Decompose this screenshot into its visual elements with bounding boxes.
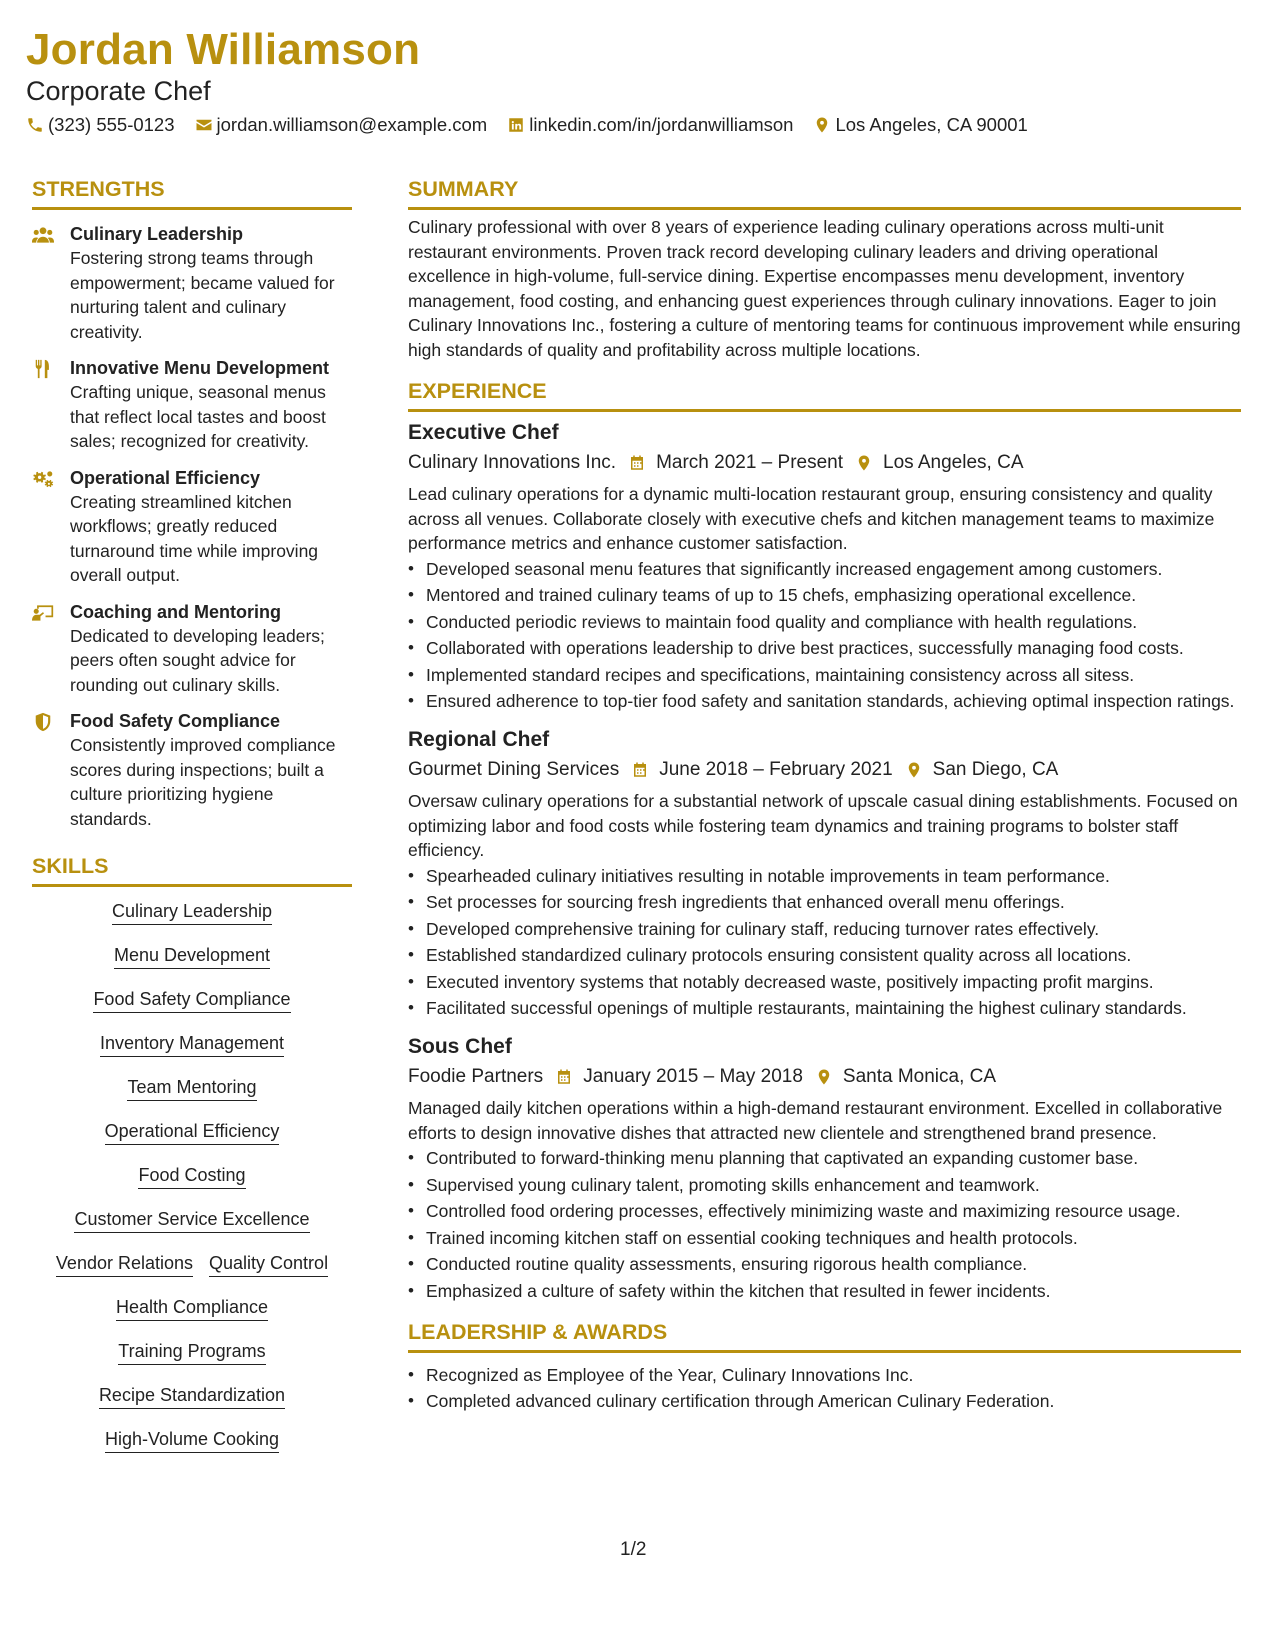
utensils-icon <box>32 359 54 379</box>
calendar-icon <box>628 454 646 472</box>
linkedin-icon <box>507 116 525 134</box>
contact-location: Los Angeles, CA 90001 <box>813 113 1027 137</box>
skill-tag: Food Safety Compliance <box>93 987 290 1013</box>
job-meta <box>408 449 1241 477</box>
job-bullet: • Set processes for sourcing fresh ingredients that enhanced overall menu offerings. <box>408 890 1241 914</box>
skill-tag: Menu Development <box>114 943 270 969</box>
skill-tag: Quality Control <box>209 1251 328 1277</box>
map-pin-icon <box>815 1068 833 1086</box>
skill-tag: Culinary Leadership <box>112 899 272 925</box>
job-bullet: • Developed seasonal menu features that significantly increased engagement among customers. <box>408 557 1241 581</box>
skill-tag: Training Programs <box>118 1339 265 1365</box>
awards-list <box>408 1363 1241 1414</box>
shield-icon <box>32 712 54 732</box>
awards-heading: LEADERSHIP & AWARDS <box>408 1317 1241 1353</box>
job-bullet: • Emphasized a culture of safety within the kitchen that resulted in fewer incidents. <box>408 1279 1241 1303</box>
job-company: Culinary Innovations Inc. <box>408 452 617 473</box>
contact-bar <box>26 113 1048 137</box>
skill-tag: Vendor Relations <box>56 1251 193 1277</box>
job-bullet: • Implemented standard recipes and specifications, maintaining consistency across all sitess. <box>408 663 1241 687</box>
skill-tag: Operational Efficiency <box>105 1119 280 1145</box>
job-bullet: • Collaborated with operations leadership to drive best practices, successfully managing food costs. <box>408 636 1241 660</box>
strength-item: Culinary Leadership Fostering strong teams through empowerment; became valued for nurturing talent and culinary creativity. <box>32 222 352 344</box>
job-location: Los Angeles, CA <box>883 452 1024 473</box>
skill-tag: High-Volume Cooking <box>105 1427 279 1453</box>
award-item: • Completed advanced culinary certification through American Culinary Federation. <box>408 1389 1241 1413</box>
envelope-icon <box>195 116 213 134</box>
job-entry <box>408 725 1241 1020</box>
job-bullet: • Facilitated successful openings of multiple restaurants, maintaining the highest culinary standards. <box>408 996 1241 1020</box>
job-bullet: • Spearheaded culinary initiatives resulting in notable improvements in team performance. <box>408 864 1241 888</box>
job-bullets <box>408 557 1241 714</box>
strength-item: Coaching and Mentoring Dedicated to developing leaders; peers often sought advice for rounding out culinary skills. <box>32 600 352 698</box>
job-location: Santa Monica, CA <box>842 1066 997 1087</box>
users-icon <box>32 225 54 245</box>
job-bullet: • Established standardized culinary protocols ensuring consistent quality across all locations. <box>408 943 1241 967</box>
job-dates: June 2018 – February 2021 <box>659 759 893 780</box>
job-description: Lead culinary operations for a dynamic multi-location restaurant group, ensuring consistency and quality across all venues. Collaborate closely with executive chefs and kitchen management teams to maximize performance metrics and enhance customer satisfaction. <box>408 484 1215 553</box>
gears-icon <box>32 469 54 489</box>
calendar-icon <box>555 1068 573 1086</box>
page-number: 1/2 <box>620 1539 647 1560</box>
job-bullet: • Trained incoming kitchen staff on essential cooking techniques and health protocols. <box>408 1226 1241 1250</box>
job-bullets <box>408 1146 1241 1303</box>
skill-tag: Food Costing <box>138 1163 245 1189</box>
job-bullet: • Mentored and trained culinary teams of up to 15 chefs, emphasizing operational excellence. <box>408 583 1241 607</box>
map-pin-icon <box>905 761 923 779</box>
job-description: Managed daily kitchen operations within a high-demand restaurant environment. Excelled in collaborative efforts to design innovative dishes that attracted new clientele and strengthened brand presence. <box>408 1098 1223 1143</box>
right-column <box>408 174 1241 1416</box>
job-bullet: • Conducted routine quality assessments, ensuring rigorous health compliance. <box>408 1252 1241 1276</box>
job-bullet: • Ensured adherence to top-tier food safety and sanitation standards, achieving optimal inspection ratings. <box>408 689 1241 713</box>
summary-text: Culinary professional with over 8 years of experience leading culinary operations across multi-unit restaurant environments. Proven track record developing culinary leaders and driving operational excellence in high-volume, full-service dining. Expertise encompasses menu development, inventory management, food costing, and enhancing guest experiences through culinary innovations. Eager to join Culinary Innovations Inc., fostering a culture of mentoring teams for continuous improvement while ensuring high standards of quality and profitability across multiple locations. <box>408 217 1241 360</box>
skills-list <box>32 899 352 1471</box>
candidate-name: Jordan Williamson <box>26 25 421 74</box>
job-dates: March 2021 – Present <box>656 452 844 473</box>
job-role: Sous Chef <box>408 1035 512 1058</box>
job-meta <box>408 1063 1241 1091</box>
strength-item: Operational Efficiency Creating streamlined kitchen workflows; greatly reduced turnaround time while improving overall output. <box>32 466 352 588</box>
map-pin-icon <box>813 116 831 134</box>
job-bullet: • Contributed to forward-thinking menu planning that captivated an expanding customer base. <box>408 1146 1241 1170</box>
job-bullet: • Conducted periodic reviews to maintain food quality and compliance with health regulations. <box>408 610 1241 634</box>
strength-item: Innovative Menu Development Crafting unique, seasonal menus that reflect local tastes and boost sales; recognized for creativity. <box>32 356 352 454</box>
job-entry <box>408 418 1241 713</box>
experience-heading: EXPERIENCE <box>408 376 1241 412</box>
strength-item: Food Safety Compliance Consistently improved compliance scores during inspections; built a culture prioritizing hygiene standards. <box>32 709 352 831</box>
contact-email[interactable]: jordan.williamson@example.com <box>195 113 488 137</box>
job-bullet: • Controlled food ordering processes, effectively minimizing waste and maximizing resource usage. <box>408 1199 1241 1223</box>
candidate-title: Corporate Chef <box>26 76 211 106</box>
job-dates: January 2015 – May 2018 <box>583 1066 803 1087</box>
phone-icon <box>26 116 44 134</box>
job-entry <box>408 1032 1241 1303</box>
calendar-icon <box>631 761 649 779</box>
job-location: San Diego, CA <box>932 759 1059 780</box>
left-column <box>32 174 352 1471</box>
skill-tag: Health Compliance <box>116 1295 268 1321</box>
job-company: Foodie Partners <box>408 1066 544 1087</box>
strengths-heading: STRENGTHS <box>32 174 352 210</box>
job-meta <box>408 756 1241 784</box>
skill-tag: Recipe Standardization <box>99 1383 285 1409</box>
job-bullet: • Developed comprehensive training for culinary staff, reducing turnover rates effectively. <box>408 917 1241 941</box>
map-pin-icon <box>855 454 873 472</box>
job-bullets <box>408 864 1241 1021</box>
job-company: Gourmet Dining Services <box>408 759 620 780</box>
contact-phone[interactable]: (323) 555-0123 <box>26 113 175 137</box>
skill-tag: Customer Service Excellence <box>74 1207 309 1233</box>
chalkboard-teacher-icon <box>32 603 54 623</box>
job-bullet: • Supervised young culinary talent, promoting skills enhancement and teamwork. <box>408 1173 1241 1197</box>
job-role: Regional Chef <box>408 728 550 751</box>
skill-tag: Inventory Management <box>100 1031 284 1057</box>
award-item: • Recognized as Employee of the Year, Culinary Innovations Inc. <box>408 1363 1241 1387</box>
job-description: Oversaw culinary operations for a substantial network of upscale casual dining establishments. Focused on optimizing labor and food costs while fostering team dynamics and training programs to bolster staff efficiency. <box>408 791 1238 860</box>
skill-tag: Team Mentoring <box>127 1075 256 1101</box>
job-role: Executive Chef <box>408 421 559 444</box>
summary-heading: SUMMARY <box>408 174 1241 210</box>
contact-linkedin[interactable]: linkedin.com/in/jordanwilliamson <box>507 113 793 137</box>
job-bullet: • Executed inventory systems that notably decreased waste, positively impacting profit margins. <box>408 970 1241 994</box>
skills-heading: SKILLS <box>32 851 352 887</box>
